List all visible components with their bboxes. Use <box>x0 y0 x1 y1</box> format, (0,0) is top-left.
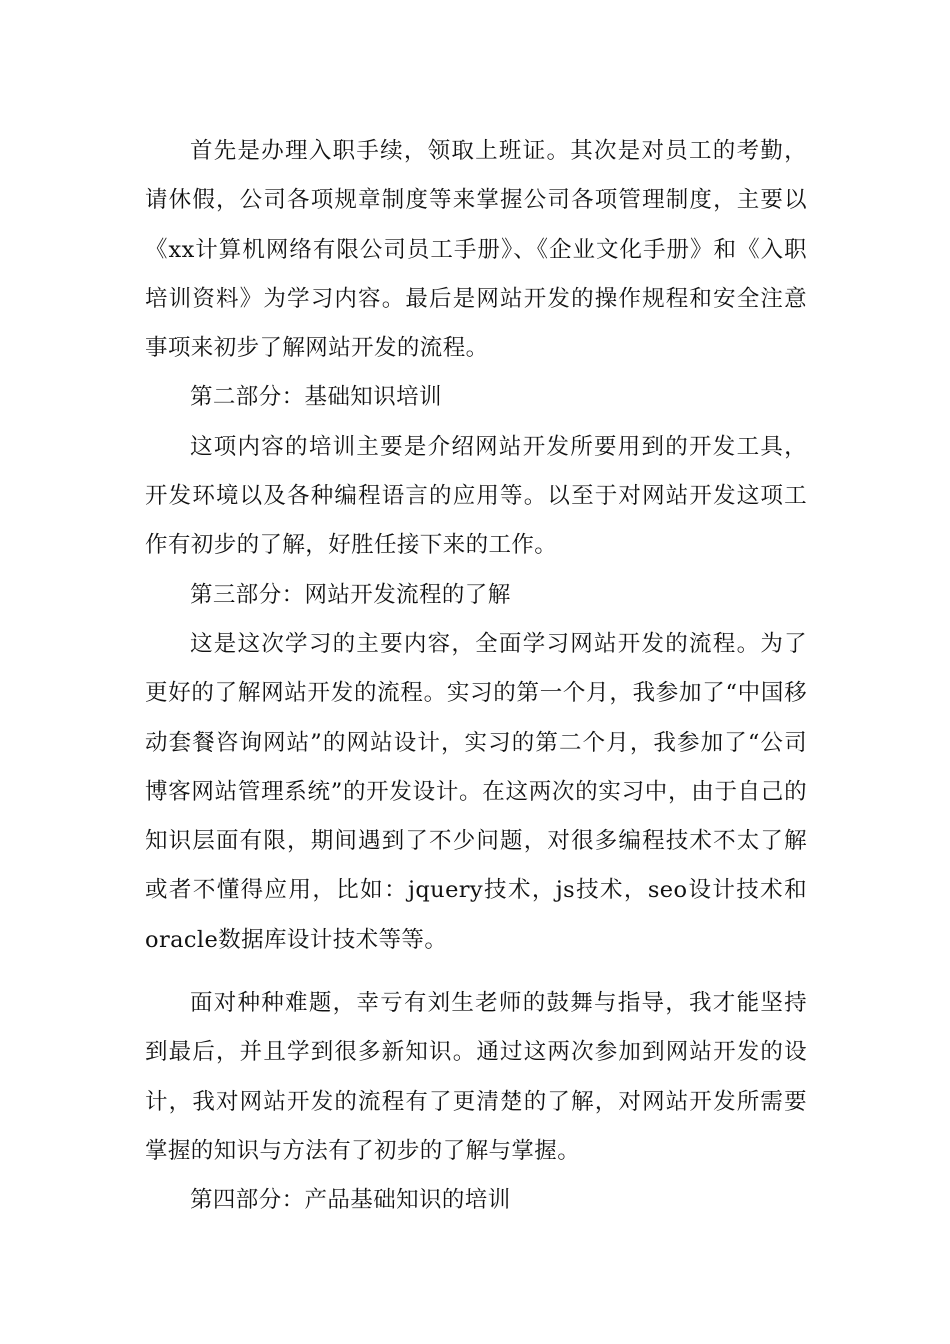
paragraph-spacer <box>145 965 807 979</box>
section-heading-part-four: 第四部分：产品基础知识的培训 <box>190 1187 511 1214</box>
section-heading-part-three: 第三部分：网站开发流程的了解 <box>190 581 511 608</box>
paragraph-development-process: 这是这次学习的主要内容，全面学习网站开发的流程。为了更好的了解网站开发的流程。实习的第一个月，我参加了“中国移动套餐咨询网站”的网站设计，实习的第二个月，我参加了“公司博客网站管理系统”的开发设计。在这两次的实习中，由于自己的知识层面有限，期间遇到了不少问题，对很多编程技术不太了解或者不懂得应用，比如：jquery技术，js技术，seo设计技术和oracle数据库设计技术等等。 <box>145 630 807 953</box>
paragraph-difficulties: 面对种种难题，幸亏有刘生老师的鼓舞与指导，我才能坚持到最后，并且学到很多新知识。通过这两次参加到网站开发的设计，我对网站开发的流程有了更清楚的了解，对网站开发所需要掌握的知识与方法有了初步的了解与掌握。 <box>145 990 807 1164</box>
paragraph-basic-training: 这项内容的培训主要是介绍网站开发所要用到的开发工具，开发环境以及各种编程语言的应用等。以至于对网站开发这项工作有初步的了解，好胜任接下来的工作。 <box>145 433 807 559</box>
paragraph-onboarding: 首先是办理入职手续，领取上班证。其次是对员工的考勤，请休假，公司各项规章制度等来掌握公司各项管理制度，主要以《xx计算机网络有限公司员工手册》、《企业文化手册》和《入职培训资料》为学习内容。最后是网站开发的操作规程和安全注意事项来初步了解网站开发的流程。 <box>145 138 807 362</box>
section-heading-part-two: 第二部分：基础知识培训 <box>190 384 442 411</box>
document-body <box>145 127 807 1226</box>
